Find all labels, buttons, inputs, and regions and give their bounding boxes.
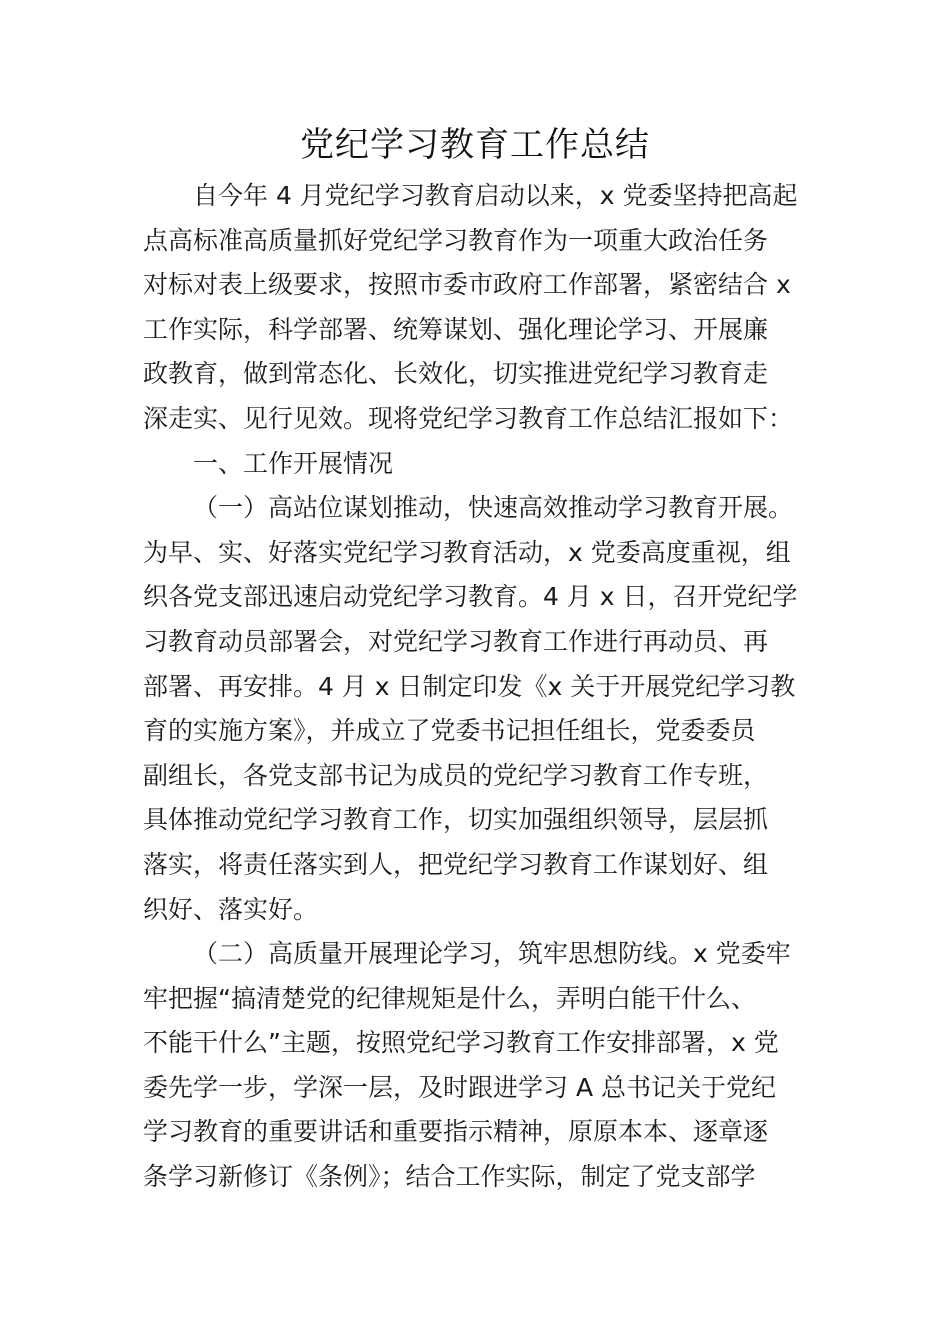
body-line: 为早、实、好落实党纪学习教育活动，x 党委高度重视，组 [143, 537, 791, 567]
body-line: 织各党支部迅速启动党纪学习教育。4 月 x 日，召开党纪学 [143, 582, 798, 612]
body-line: 不能干什么”主题，按照党纪学习教育工作安排部署，x 党 [143, 1028, 779, 1058]
section-heading: 一、工作开展情况 [193, 448, 394, 478]
body-line: 条学习新修订《条例》；结合工作实际，制定了党支部学 [143, 1162, 756, 1192]
body-line: 具体推动党纪学习教育工作，切实加强组织领导，层层抓 [143, 805, 769, 835]
subsection-heading-line: （二）高质量开展理论学习，筑牢思想防线。x 党委牢 [193, 939, 791, 969]
body-line: 工作实际，科学部署、统筹谋划、强化理论学习、开展廉 [143, 314, 769, 344]
body-line: 深走实、见行见效。现将党纪学习教育工作总结汇报如下： [143, 403, 794, 433]
body-line: 政教育，做到常态化、长效化，切实推进党纪学习教育走 [143, 359, 769, 389]
document-body [143, 174, 843, 1200]
body-line: 牢把握“搞清楚党的纪律规矩是什么，弄明白能干什么、 [143, 983, 756, 1013]
subsection-heading-line: （一）高站位谋划推动，快速高效推动学习教育开展。 [193, 493, 794, 523]
body-line: 落实，将责任落实到人，把党纪学习教育工作谋划好、组 [143, 849, 769, 879]
body-line: 学习教育的重要讲话和重要指示精神，原原本本、逐章逐 [143, 1117, 769, 1147]
body-line: 对标对表上级要求，按照市委市政府工作部署，紧密结合 x [143, 270, 791, 300]
body-line: 副组长，各党支部书记为成员的党纪学习教育工作专班， [143, 760, 769, 790]
body-line: 点高标准高质量抓好党纪学习教育作为一项重大政治任务 [143, 225, 769, 255]
body-line: 习教育动员部署会，对党纪学习教育工作进行再动员、再 [143, 626, 769, 656]
body-line: 织好、落实好。 [143, 894, 319, 924]
body-line: 自今年 4 月党纪学习教育启动以来，x 党委坚持把高起 [193, 181, 798, 210]
body-line: 育的实施方案》，并成立了党委书记担任组长，党委委员 [143, 716, 756, 746]
body-line: 委先学一步，学深一层，及时跟进学习 A 总书记关于党纪 [143, 1072, 776, 1102]
body-line: 部署、再安排。4 月 x 日制定印发《x 关于开展党纪学习教 [143, 671, 796, 701]
document-title: 党纪学习教育工作总结 [300, 125, 650, 165]
